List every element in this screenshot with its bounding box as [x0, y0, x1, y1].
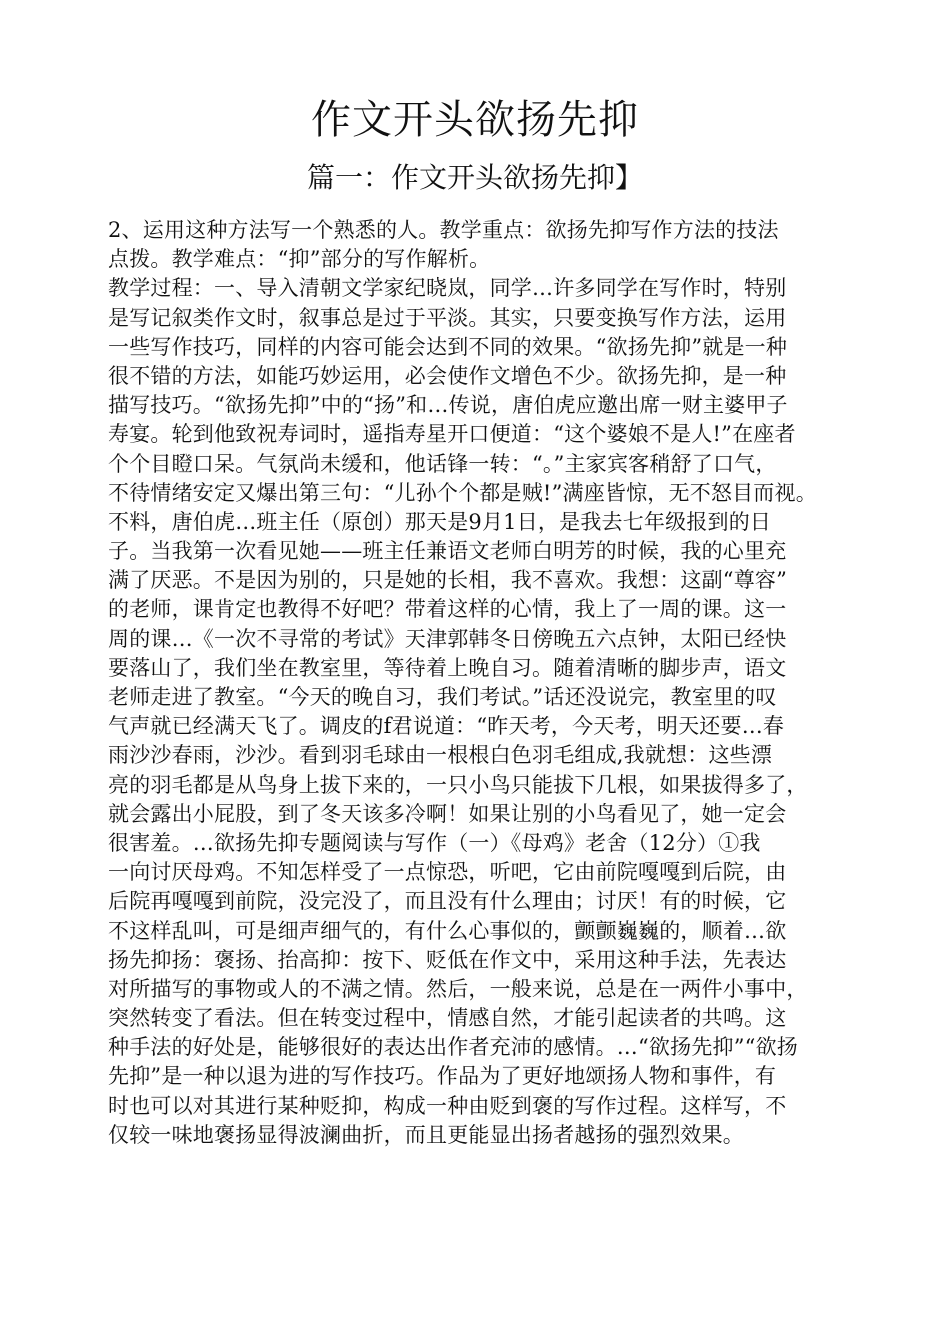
body-line: 不这样乱叫，可是细声细气的，有什么心事似的，颤颤巍巍的，顺着…欲 — [108, 918, 787, 943]
body-line: 种手法的好处是，能够很好的表达出作者充沛的感情。…“欲扬先抑”“欲扬 — [108, 1035, 799, 1060]
body-line: 雨沙沙春雨，沙沙。看到羽毛球由一根根白色羽毛组成,我就想：这些漂 — [108, 743, 773, 768]
body-line: 要落山了，我们坐在教室里，等待着上晚自习。随着清晰的脚步声，语文 — [108, 655, 787, 680]
body-line: 对所描写的事物或人的不满之情。然后，一般来说，总是在一两件小事中， — [108, 976, 808, 1001]
document-subtitle: 篇一：作文开头欲扬先抑】 — [306, 161, 643, 194]
body-line: 满了厌恶。不是因为别的，只是她的长相，我不喜欢。我想：这副“尊容” — [108, 568, 788, 593]
body-line: 寿宴。轮到他致祝寿词时，遥指寿星开口便道：“这个婆娘不是人!”在座者 — [108, 422, 796, 447]
body-line: 仅较一味地褒扬显得波澜曲折，而且更能显出扬者越扬的强烈效果。 — [108, 1122, 744, 1147]
body-line: 很害羞。…欲扬先抑专题阅读与写作（一）《母鸡》老舍（12分）①我 — [108, 830, 761, 855]
body-line: 一向讨厌母鸡。不知怎样受了一点惊恐，听吧，它由前院嘎嘎到后院，由 — [108, 860, 787, 885]
body-line: 突然转变了看法。但在转变过程中，情感自然，才能引起读者的共鸣。这 — [108, 1006, 787, 1031]
body-line: 个个目瞪口呆。气氛尚未缓和，他话锋一转：“。”主家宾客稍舒了口气， — [108, 451, 777, 476]
body-line: 老师走进了教室。“今天的晚自习，我们考试。”话还没说完，教室里的叹 — [108, 685, 777, 709]
document-title: 作文开头欲扬先抑 — [311, 97, 639, 143]
body-line: 不待情绪安定又爆出第三句：“儿孙个个都是贼!”满座皆惊，无不怒目而视。 — [108, 480, 817, 505]
body-line: 的老师，课肯定也教得不好吧？带着这样的心情，我上了一周的课。这一 — [108, 597, 787, 622]
body-line: 教学过程：一、导入清朝文学家纪晓岚，同学…许多同学在写作时，特别 — [108, 276, 787, 301]
body-line: 子。当我第一次看见她——班主任兼语文老师白明芳的时候，我的心里充 — [108, 539, 787, 564]
body-line: 先抑”是一种以退为进的写作技巧。作品为了更好地颂扬人物和事件，有 — [108, 1064, 777, 1089]
body-line: 就会露出小屁股，到了冬天该多冷啊！如果让别的小鸟看见了，她一定会 — [108, 801, 787, 826]
body-line: 时也可以对其进行某种贬抑，构成一种由贬到褒的写作过程。这样写，不 — [108, 1093, 787, 1118]
body-line: 是写记叙类作文时，叙事总是过于平淡。其实，只要变换写作方法，运用 — [108, 305, 787, 330]
body-line: 亮的羽毛都是从鸟身上拔下来的，一只小鸟只能拔下几根，如果拔得多了， — [108, 772, 808, 797]
body-line: 点拨。教学难点：“抑”部分的写作解析。 — [108, 247, 491, 272]
document-body — [108, 216, 878, 1150]
body-line: 描写技巧。“欲扬先抑”中的“扬”和…传说，唐伯虎应邀出席一财主婆甲子 — [108, 393, 788, 418]
body-line: 扬先抑扬：褒扬、抬高抑：按下、贬低在作文中，采用这种手法，先表达 — [108, 947, 787, 972]
body-line: 后院再嘎嘎到前院，没完没了，而且没有什么理由；讨厌！有的时候，它 — [108, 889, 787, 914]
body-line: 气声就已经满天飞了。调皮的f君说道：“昨天考，今天考，明天还要…春 — [108, 714, 785, 739]
body-line: 很不错的方法，如能巧妙运用，必会使作文增色不少。欲扬先抑，是一种 — [108, 363, 787, 388]
body-line: 2、运用这种方法写一个熟悉的人。教学重点：欲扬先抑写作方法的技法 — [108, 218, 779, 242]
body-line: 不料，唐伯虎…班主任（原创）那天是9月1日，是我去七年级报到的日 — [108, 509, 772, 534]
body-line: 一些写作技巧，同样的内容可能会达到不同的效果。“欲扬先抑”就是一种 — [108, 334, 788, 359]
body-line: 周的课…《一次不寻常的考试》天津郭韩冬日傍晚五六点钟，太阳已经快 — [108, 626, 787, 651]
